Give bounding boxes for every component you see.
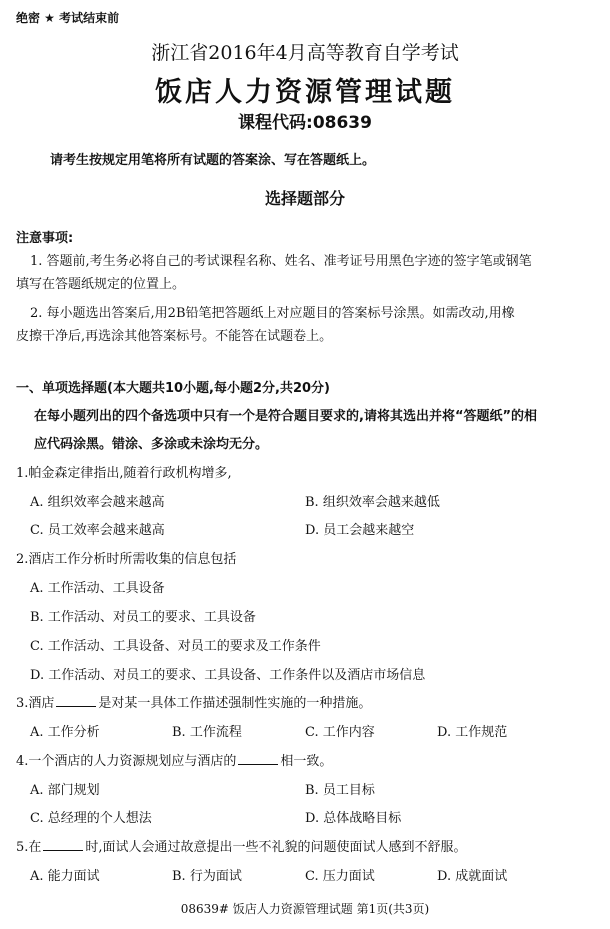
question-5-stem-start: 5.在 <box>16 840 42 855</box>
question-3-stem-start: 3.酒店 <box>16 696 55 711</box>
question-4-option-c: C. 总经理的个人想法 <box>30 811 152 826</box>
question-2-stem: 2.酒店工作分析时所需收集的信息包括 <box>16 552 237 567</box>
question-1-stem: 1.帕金森定律指出,随着行政机构增多, <box>16 466 232 481</box>
answer-blank <box>56 694 96 707</box>
question-2-option-a: A. 工作活动、工具设备 <box>30 581 165 596</box>
question-4-stem-end: 相一致。 <box>280 754 333 769</box>
course-code: 课程代码:08639 <box>238 113 372 133</box>
confidential-mark: 绝密 ★ 考试结束前 <box>16 11 120 25</box>
question-5-stem-end: 时,面试人会通过故意提出一些不礼貌的问题使面试人感到不舒服。 <box>85 840 467 855</box>
exam-line: 浙江省2016年4月高等教育自学考试 <box>151 42 459 64</box>
answer-blank <box>43 838 83 851</box>
section-name: 选择题部分 <box>264 189 345 208</box>
question-3-stem-end: 是对某一具体工作描述强制性实施的一种措施。 <box>98 696 372 711</box>
question-2-option-b: B. 工作活动、对员工的要求、工具设备 <box>30 610 256 625</box>
question-1-option-b: B. 组织效率会越来越低 <box>305 495 440 510</box>
question-3-option-a: A. 工作分析 <box>30 725 100 740</box>
question-5-option-b: B. 行为面试 <box>172 869 242 884</box>
page-title: 饭店人力资源管理试题 <box>155 77 455 108</box>
note-2-line-1: 2. 每小题选出答案后,用2B铅笔把答题纸上对应题目的答案标号涂黑。如需改动,用橡 <box>30 306 515 321</box>
question-1-option-c: C. 员工效率会越来越高 <box>30 523 165 538</box>
question-3-option-b: B. 工作流程 <box>172 725 242 740</box>
question-4-stem <box>16 750 332 769</box>
section-1-requirement-line-1: 在每小题列出的四个备选项中只有一个是符合题目要求的,请将其选出并将“答题纸”的相 <box>34 409 538 424</box>
section-1-requirement-line-2: 应代码涂黑。错涂、多涂或未涂均无分。 <box>34 437 269 452</box>
page-footer: 08639# 饭店人力资源管理试题 第1页(共3页) <box>180 902 430 916</box>
question-1-option-a: A. 组织效率会越来越高 <box>30 495 165 510</box>
question-2-option-c: C. 工作活动、工具设备、对员工的要求及工作条件 <box>30 639 321 654</box>
section-1-heading: 一、单项选择题(本大题共10小题,每小题2分,共20分) <box>16 381 330 396</box>
question-5-option-c: C. 压力面试 <box>305 869 375 884</box>
question-3-option-c: C. 工作内容 <box>305 725 375 740</box>
question-5-option-a: A. 能力面试 <box>30 869 100 884</box>
note-2-line-2: 皮擦干净后,再选涂其他答案标号。不能答在试题卷上。 <box>16 329 333 344</box>
question-4-option-a: A. 部门规划 <box>30 783 100 798</box>
answer-blank <box>238 752 278 765</box>
question-3-stem <box>16 692 371 711</box>
question-4-option-d: D. 总体战略目标 <box>305 811 402 826</box>
question-4-stem-start: 4.一个酒店的人力资源规划应与酒店的 <box>16 754 237 769</box>
question-1-option-d: D. 员工会越来越空 <box>305 523 415 538</box>
question-3-option-d: D. 工作规范 <box>437 725 508 740</box>
question-2-option-d: D. 工作活动、对员工的要求、工具设备、工作条件以及酒店市场信息 <box>30 668 426 683</box>
question-5-stem <box>16 836 467 855</box>
question-5-option-d: D. 成就面试 <box>437 869 508 884</box>
answer-instruction: 请考生按规定用笔将所有试题的答案涂、写在答题纸上。 <box>50 153 376 168</box>
note-1-line-2: 填写在答题纸规定的位置上。 <box>16 277 186 292</box>
notes-heading: 注意事项: <box>16 231 74 246</box>
note-1-line-1: 1. 答题前,考生务必将自己的考试课程名称、姓名、准考证号用黑色字迹的签字笔或钢笔 <box>30 254 532 269</box>
question-4-option-b: B. 员工目标 <box>305 783 375 798</box>
